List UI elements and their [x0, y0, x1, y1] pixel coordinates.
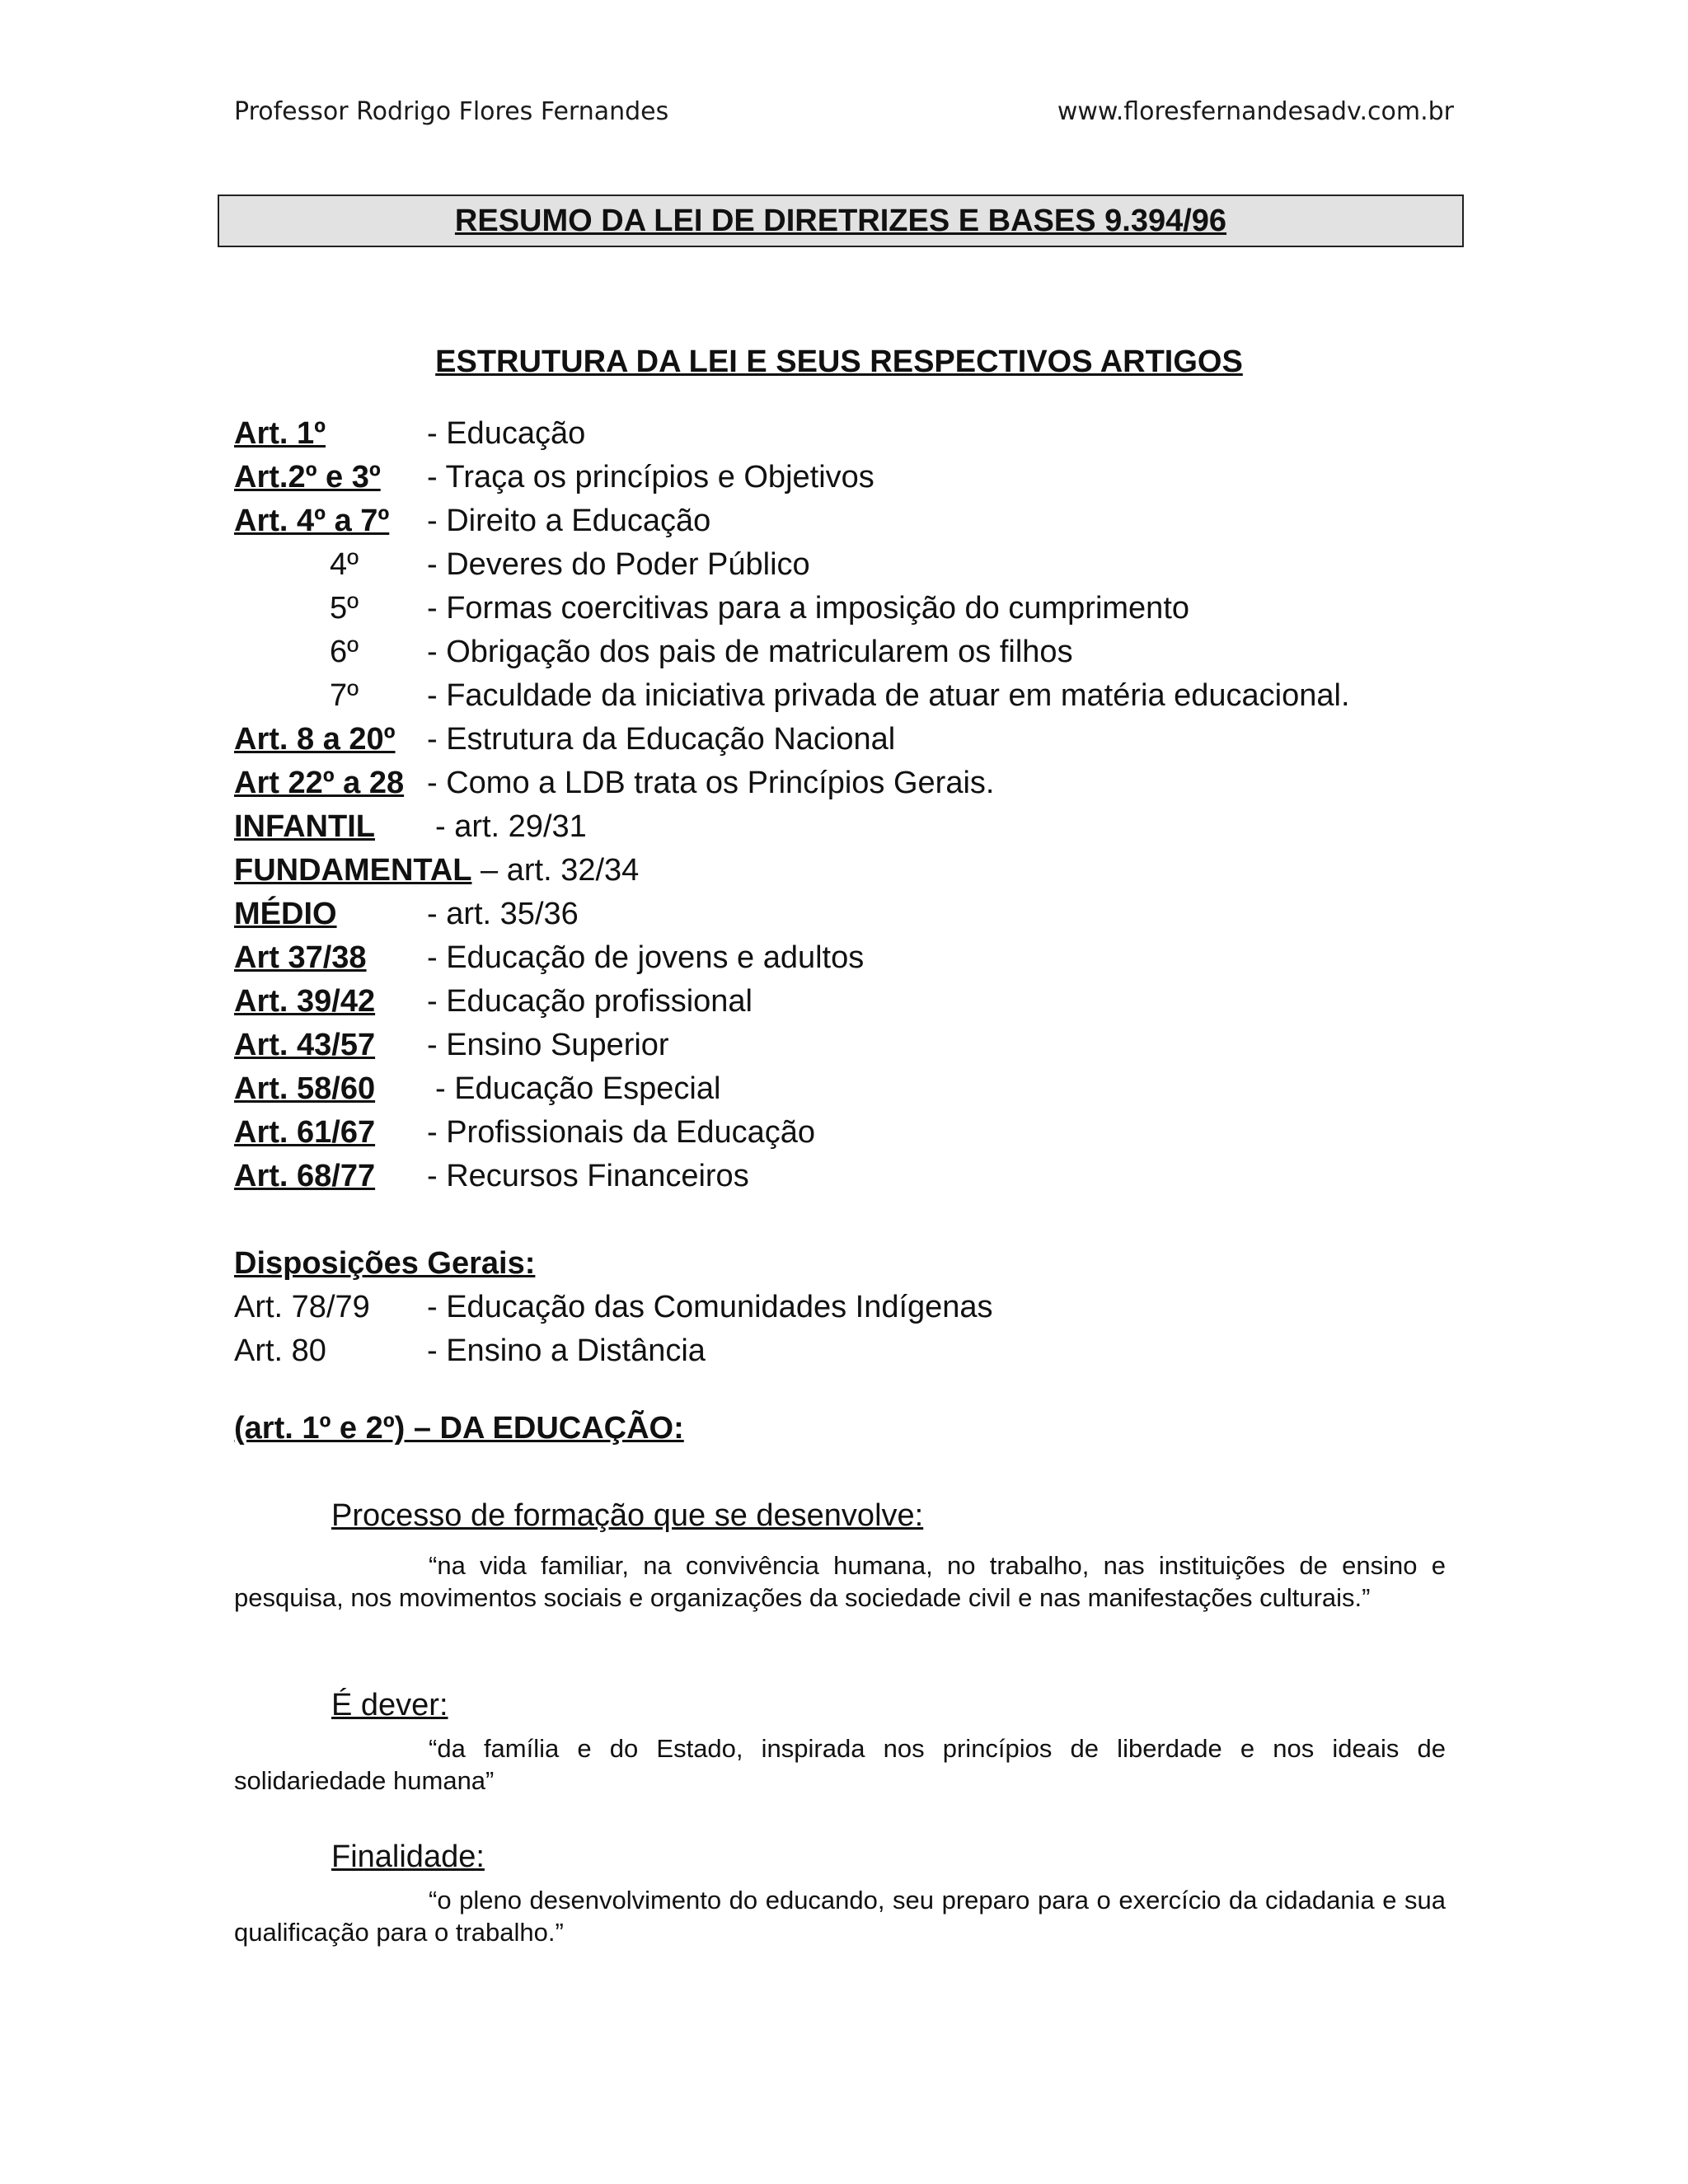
article-description: - Formas coercitivas para a imposição do cumprimento — [427, 591, 1190, 626]
education-heading: (art. 1º e 2º) – DA EDUCAÇÃO: — [234, 1411, 684, 1446]
law-structure-list — [234, 412, 1487, 1373]
article-label: Art. 58/60 — [234, 1071, 376, 1106]
formation-process-heading: Processo de formação que se desenvolve: — [331, 1498, 924, 1533]
structure-row — [234, 1024, 1487, 1067]
purpose-heading: Finalidade: — [331, 1840, 485, 1874]
structure-row — [234, 805, 1487, 849]
article-description: - Obrigação dos pais de matricularem os filhos — [427, 635, 1073, 669]
structure-row — [234, 499, 1487, 543]
structure-subrow — [234, 587, 1487, 630]
article-description: - Direito a Educação — [427, 504, 711, 538]
structure-row — [234, 1155, 1487, 1198]
article-description: - Traça os princípios e Objetivos — [427, 460, 874, 494]
structure-row — [234, 412, 1487, 456]
header-author: Professor Rodrigo Flores Fernandes — [234, 97, 669, 126]
article-description: - Estrutura da Educação Nacional — [427, 722, 896, 757]
article-label: Art. 1º — [234, 416, 326, 451]
article-description: - art. 35/36 — [427, 897, 579, 931]
duty-heading: É dever: — [331, 1688, 448, 1722]
header-website[interactable]: www.floresfernandesadv.com.br — [1057, 97, 1454, 126]
structure-subrow — [234, 630, 1487, 674]
article-description: - Profissionais da Educação — [427, 1115, 816, 1150]
inline-entry — [234, 849, 639, 893]
article-description: - Como a LDB trata os Princípios Gerais. — [427, 766, 995, 800]
structure-row — [234, 456, 1487, 499]
article-label: Art.2º e 3º — [234, 460, 381, 494]
sub-article-label: 6º — [330, 635, 359, 669]
article-description: - Faculdade da iniciativa privada de atuar em matéria educacional. — [427, 678, 1350, 713]
structure-row — [234, 980, 1487, 1024]
structure-row — [234, 936, 1487, 980]
page-header — [234, 97, 1454, 130]
article-label: Art. 61/67 — [234, 1115, 376, 1150]
article-description: - Educação Especial — [435, 1071, 721, 1106]
level-label: MÉDIO — [234, 897, 337, 931]
article-description: - Ensino a Distância — [427, 1333, 706, 1368]
structure-subrow — [234, 543, 1487, 587]
article-description: - Deveres do Poder Público — [427, 547, 810, 582]
formation-process-quote: “na vida familiar, na convivência humana, no trabalho, nas instituições de ensino e pesquisa, nos movimentos sociais e organizações da sociedade civil e nas manifestações culturais.” — [234, 1551, 1446, 1612]
article-label: Art. 68/77 — [234, 1159, 376, 1193]
level-label: FUNDAMENTAL — [234, 853, 472, 888]
structure-row — [234, 849, 1487, 893]
general-provisions-row — [234, 1286, 1487, 1329]
article-label: Art. 8 a 20º — [234, 722, 396, 757]
level-label: INFANTIL — [234, 809, 375, 844]
article-description: - Educação das Comunidades Indígenas — [427, 1290, 993, 1324]
structure-row — [234, 1111, 1487, 1155]
duty-quote: “da família e do Estado, inspirada nos princípios de liberdade e nos ideais de solidariedade humana” — [234, 1734, 1446, 1795]
article-label: Art. 39/42 — [234, 984, 376, 1019]
general-provisions-heading-row — [234, 1242, 1487, 1286]
article-description: - Educação — [427, 416, 586, 451]
spacer — [234, 1198, 1487, 1242]
article-description: - Recursos Financeiros — [427, 1159, 749, 1193]
structure-row — [234, 718, 1487, 762]
article-description: – art. 32/34 — [481, 853, 640, 888]
structure-row — [234, 762, 1487, 805]
article-label: Art. 4º a 7º — [234, 504, 390, 538]
sub-article-label: 7º — [330, 678, 359, 713]
article-description: - Ensino Superior — [427, 1028, 669, 1062]
document-title: RESUMO DA LEI DE DIRETRIZES E BASES 9.394/96 — [218, 194, 1464, 247]
sub-article-label: 4º — [330, 547, 359, 582]
general-provisions-heading: Disposições Gerais: — [234, 1246, 536, 1281]
article-label: Art 37/38 — [234, 940, 367, 975]
general-provisions-row — [234, 1329, 1487, 1373]
sub-article-label: 5º — [330, 591, 359, 626]
article-label: Art 22º a 28 — [234, 766, 405, 800]
structure-row — [234, 893, 1487, 936]
structure-subtitle: ESTRUTURA DA LEI E SEUS RESPECTIVOS ARTIGOS — [435, 344, 1243, 379]
purpose-quote: “o pleno desenvolvimento do educando, seu preparo para o exercício da cidadania e sua qualificação para o trabalho.” — [234, 1886, 1446, 1947]
article-label: Art. 78/79 — [234, 1290, 370, 1324]
structure-subrow — [234, 674, 1487, 718]
article-label: Art. 80 — [234, 1333, 326, 1368]
article-description: - Educação de jovens e adultos — [427, 940, 865, 975]
article-label: Art. 43/57 — [234, 1028, 376, 1062]
article-description: - art. 29/31 — [435, 809, 587, 844]
structure-row — [234, 1067, 1487, 1111]
article-description: - Educação profissional — [427, 984, 753, 1019]
